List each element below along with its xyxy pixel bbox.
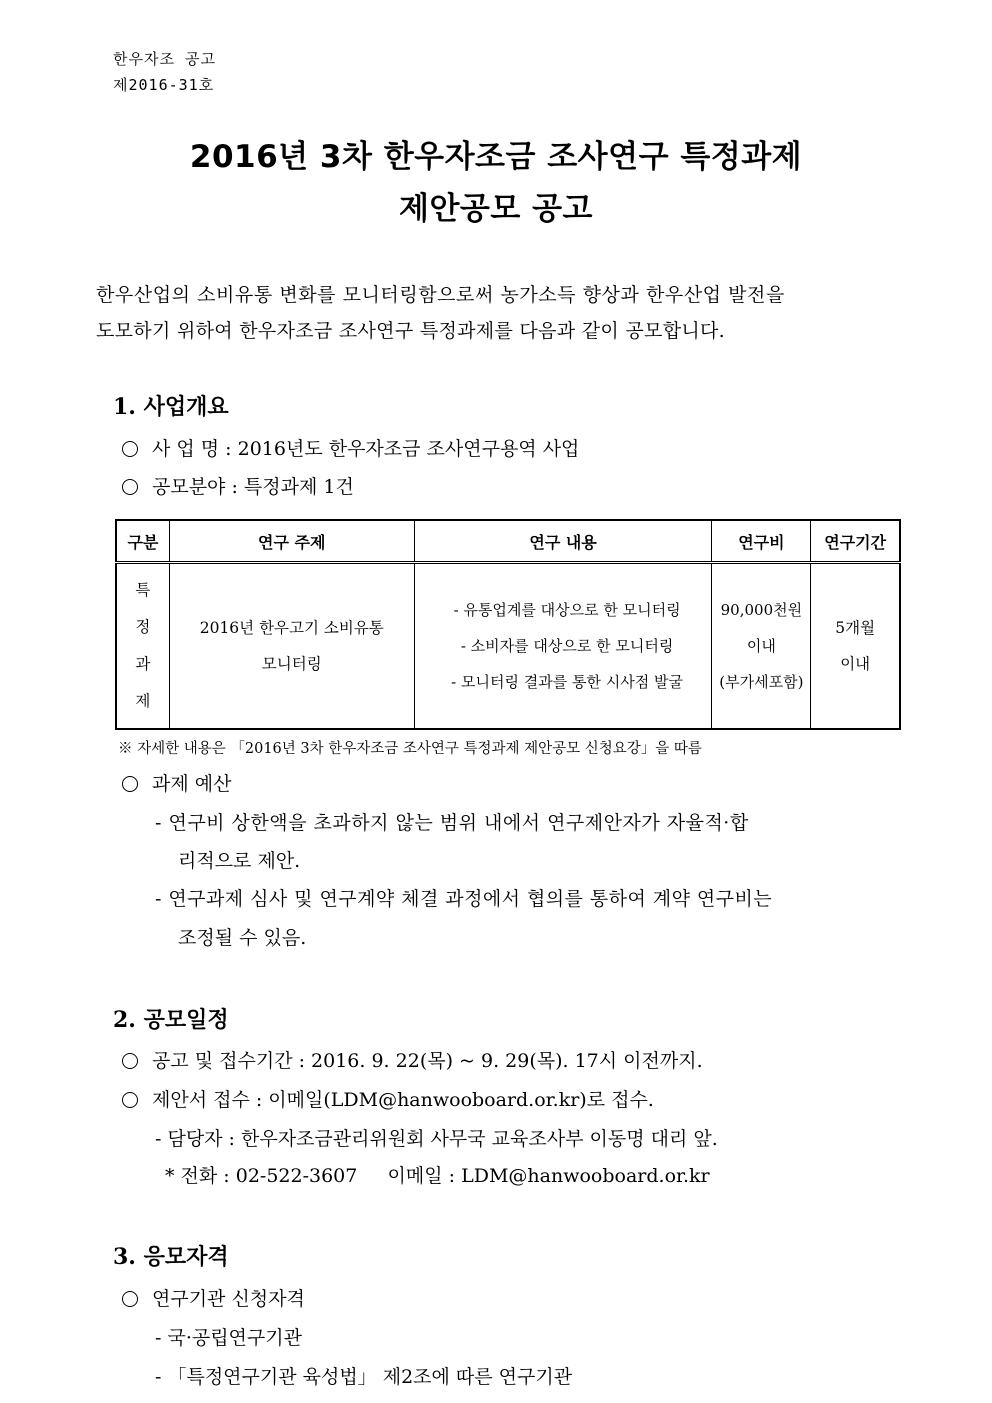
table-header-cell: 구분 <box>116 520 169 563</box>
page-title-line1: 2016년 3차 한우자조금 조사연구 특정과제 <box>189 139 803 175</box>
table-note: ※ 자세한 내용은 「2016년 3차 한우자조금 조사연구 특정과제 제안공모 신청요강」을 따름 <box>118 741 702 757</box>
period-cell: 5개월 이내 <box>811 563 900 730</box>
circle-bullet-icon <box>122 776 138 792</box>
eligibility-sub1: - 국·공립연구기관 <box>155 1327 302 1349</box>
eligibility-item: 연구기관 신청자격 <box>122 1284 305 1311</box>
table-row <box>116 563 900 730</box>
topic-cell: 2016년 한우고기 소비유통 모니터링 <box>169 563 414 730</box>
submission-item: 제안서 접수 : 이메일(LDM@hanwooboard.or.kr)로 접수. <box>122 1085 654 1112</box>
circle-bullet-icon <box>122 1092 138 1108</box>
section1-item-name: 사 업 명 : 2016년도 한우자조금 조사연구용역 사업 <box>122 434 579 461</box>
table-header-cell: 연구비 <box>712 520 811 563</box>
eligibility-sub2: - 「특정연구기관 육성법」 제2조에 따른 연구기관 <box>155 1366 573 1388</box>
notice-org: 한우자조 공고 <box>113 50 216 68</box>
table-header-cell: 연구 주제 <box>169 520 414 563</box>
intro-line2: 도모하기 위하여 한우자조금 조사연구 특정과제를 다음과 같이 공모합니다. <box>96 320 725 342</box>
schedule-item: 공고 및 접수기간 : 2016. 9. 22(목) ~ 9. 29(목). 17시 이전까지. <box>122 1046 703 1073</box>
phone-line: * 전화 : 02-522-3607 이메일 : LDM@hanwooboard.or.kr <box>165 1165 710 1187</box>
contact-line: - 담당자 : 한우자조금관리위원회 사무국 교육조사부 이동명 대리 앞. <box>155 1128 718 1150</box>
section3-heading: 3. 응모자격 <box>113 1244 229 1270</box>
budget-item2-line2: 조정될 수 있음. <box>178 927 307 949</box>
category-cell: 특 정 과 제 <box>116 563 169 730</box>
section2-heading: 2. 공모일정 <box>113 1007 229 1033</box>
circle-bullet-icon <box>122 479 138 495</box>
budget-item1-line1: - 연구비 상한액을 초과하지 않는 범위 내에서 연구제안자가 자율적·합 <box>155 812 749 834</box>
circle-bullet-icon <box>122 441 138 457</box>
budget-item1-line2: 리적으로 제안. <box>178 850 301 872</box>
budget-item2-line1: - 연구과제 심사 및 연구계약 체결 과정에서 협의를 통하여 계약 연구비는 <box>155 888 773 910</box>
section1-item-field: 공모분야 : 특정과제 1건 <box>122 472 354 499</box>
page-title-line2: 제안공모 공고 <box>399 191 593 227</box>
budget-heading: 과제 예산 <box>122 769 231 796</box>
table-header-cell: 연구기간 <box>811 520 900 563</box>
table-header-cell: 연구 내용 <box>414 520 712 563</box>
table-header-row <box>116 520 900 563</box>
cost-cell: 90,000천원 이내 (부가세포함) <box>712 563 811 730</box>
circle-bullet-icon <box>122 1291 138 1307</box>
section1-heading: 1. 사업개요 <box>113 394 229 420</box>
circle-bullet-icon <box>122 1053 138 1069</box>
content-cell: - 유통업계를 대상으로 한 모니터링 - 소비자를 대상으로 한 모니터링 - 모니터링 결과를 통한 시사점 발굴 <box>414 563 712 730</box>
research-table <box>115 519 901 730</box>
notice-number: 제2016-31호 <box>113 76 215 94</box>
intro-line1: 한우산업의 소비유통 변화를 모니터링함으로써 농가소득 향상과 한우산업 발전을 <box>96 284 785 306</box>
